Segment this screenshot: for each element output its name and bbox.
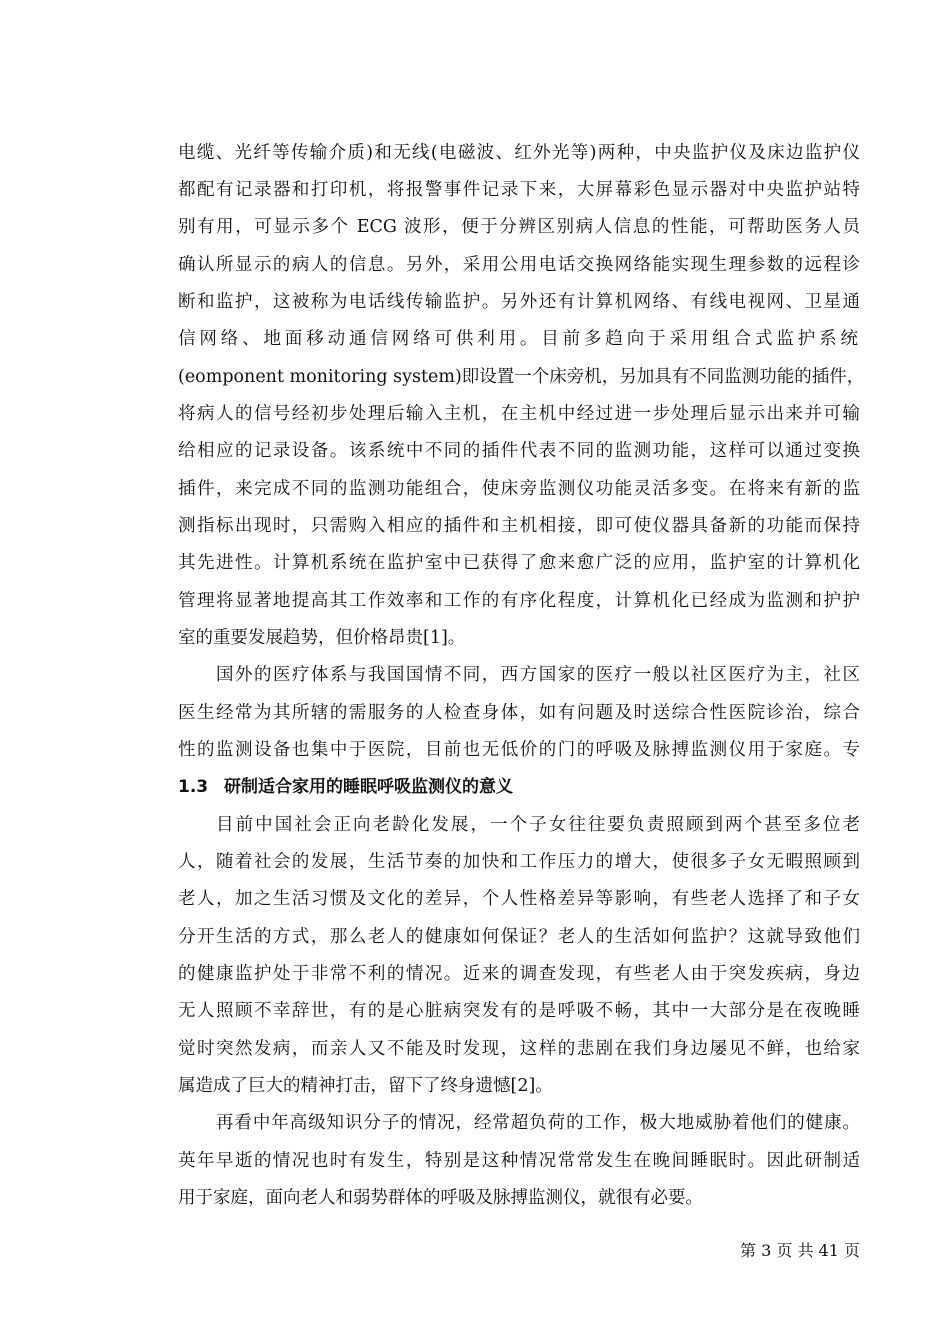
page-number-footer: 第 3 页 共 41 页: [740, 1241, 860, 1260]
section-number: 1.3: [178, 777, 209, 797]
body-line: 都配有记录器和打印机，将报警事件记录下来，大屏幕彩色显示器对中央监护站特: [178, 180, 860, 200]
body-line: 其先进性。计算机系统在监护室中已获得了愈来愈广泛的应用，监护室的计算机化: [178, 553, 860, 573]
body-line: 别有用，可显示多个 ECG 波形，便于分辨区别病人信息的性能，可帮助医务人员: [178, 217, 860, 237]
body-line: 给相应的记录设备。该系统中不同的插件代表不同的监测功能，这样可以通过变换: [178, 441, 860, 461]
body-line: 信网络、地面移动通信网络可供利用。目前多趋向于采用组合式监护系统: [178, 329, 860, 349]
body-line: 觉时突然发病，而亲人又不能及时发现，这样的悲剧在我们身边屡见不鲜，也给家: [178, 1039, 860, 1059]
body-line: 国外的医疗体系与我国国情不同，西方国家的医疗一般以社区医疗为主，社区: [216, 665, 860, 685]
body-line: 医生经常为其所辖的需服务的人检查身体，如有问题及时送综合性医院诊治，综合: [178, 703, 860, 723]
section-heading: [178, 772, 860, 802]
body-line: 将病人的信号经初步处理后输入主机，在主机中经过进一步处理后显示出来并可输: [178, 404, 860, 424]
body-line: 目前中国社会正向老龄化发展，一个子女往往要负责照顾到两个甚至多位老: [216, 815, 860, 835]
body-line: 管理将显著地提高其工作效率和工作的有序化程度，计算机化已经成为监测和护护: [178, 591, 860, 611]
body-line: 性的监测设备也集中于医院，目前也无低价的门的呼吸及脉搏监测仪用于家庭。专: [178, 740, 860, 760]
body-line: 老人，加之生活习惯及文化的差异，个人性格差异等影响，有些老人选择了和子女: [178, 889, 860, 909]
body-line: 断和监护，这被称为电话线传输监护。另外还有计算机网络、有线电视网、卫星通: [178, 292, 860, 312]
body-line: 人，随着社会的发展，生活节奏的加快和工作压力的增大，使很多子女无暇照顾到: [178, 852, 860, 872]
body-line: (eomponent monitoring system)即设置一个床旁机，另加具有不同监测功能的插件，: [178, 367, 865, 387]
body-line: 用于家庭，面向老人和弱势群体的呼吸及脉搏监测仪，就很有必要。: [178, 1188, 703, 1208]
body-line: 插件，来完成不同的监测功能组合，使床旁监测仪功能灵活多变。在将来有新的监: [178, 479, 860, 499]
body-line: 的健康监护处于非常不利的情况。近来的调查发现，有些老人由于突发疾病，身边: [178, 964, 860, 984]
body-line: 电缆、光纤等传输介质)和无线(电磁波、红外光等)两种，中央监护仪及床边监护仪: [178, 143, 860, 163]
body-line: 无人照顾不幸辞世，有的是心脏病突发有的是呼吸不畅，其中一大部分是在夜晚睡: [178, 1001, 860, 1021]
body-line: 确认所显示的病人的信息。另外，采用公用电话交换网络能实现生理参数的远程诊: [178, 255, 860, 275]
body-line: 再看中年高级知识分子的情况，经常超负荷的工作，极大地威胁着他们的健康。: [216, 1113, 860, 1133]
body-line: 测指标出现时，只需购入相应的插件和主机相接，即可使仪器具备新的功能而保持: [178, 516, 860, 536]
body-line: 英年早逝的情况也时有发生，特别是这种情况常常发生在晚间睡眠时。因此研制适: [178, 1151, 860, 1171]
section-title: 研制适合家用的睡眠呼吸监测仪的意义: [224, 777, 513, 797]
body-line: 分开生活的方式，那么老人的健康如何保证？老人的生活如何监护？这就导致他们: [178, 927, 860, 947]
body-line: 属造成了巨大的精神打击，留下了终身遗憾[2]。: [178, 1076, 553, 1096]
body-line: 室的重要发展趋势，但价格昂贵[1]。: [178, 628, 466, 648]
